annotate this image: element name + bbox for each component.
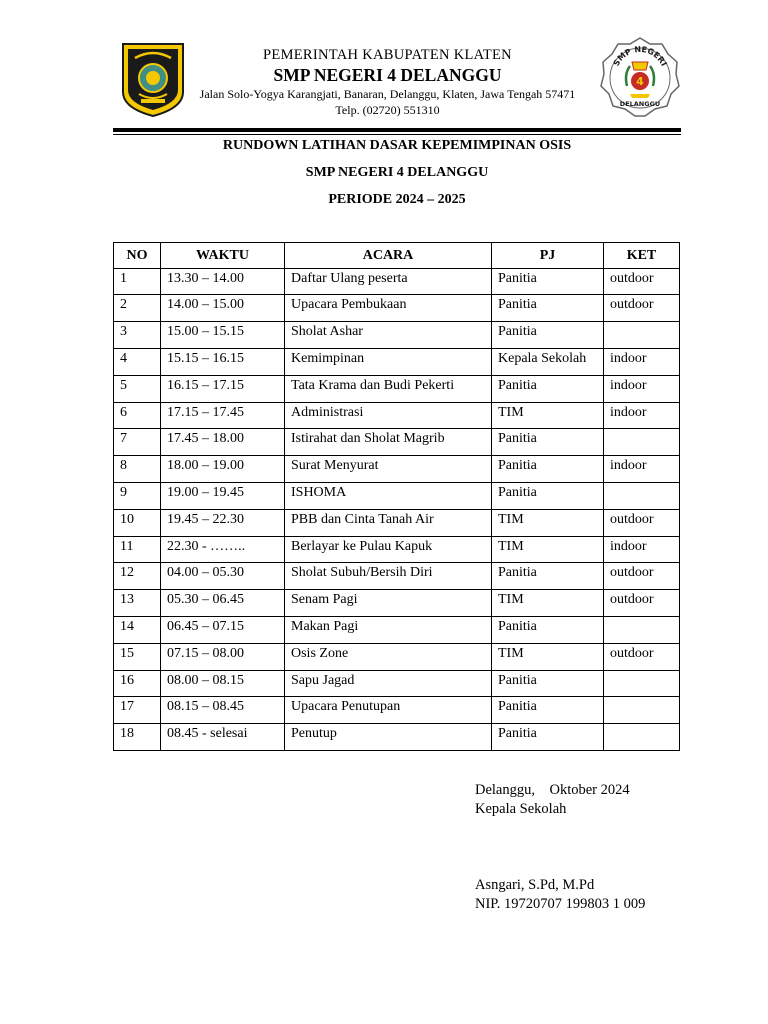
table-row xyxy=(114,537,680,563)
cell-pj: Panitia xyxy=(492,295,604,322)
cell-waktu: 06.45 – 07.15 xyxy=(161,617,285,644)
cell-no: 2 xyxy=(114,295,161,322)
cell-waktu: 13.30 – 14.00 xyxy=(161,269,285,295)
signature-name: Asngari, S.Pd, M.Pd xyxy=(475,877,595,893)
cell-ket: outdoor xyxy=(604,563,680,590)
school-address: Jalan Solo-Yogya Karangjati, Banaran, Delanggu, Klaten, Jawa Tengah 57471 xyxy=(199,87,576,101)
cell-waktu: 15.15 – 16.15 xyxy=(161,349,285,376)
table-row xyxy=(114,617,680,644)
header-no: NO xyxy=(114,243,161,269)
cell-ket xyxy=(604,429,680,456)
letterhead xyxy=(180,47,595,118)
emblem-top-text: SMP NEGERI xyxy=(611,44,669,68)
cell-waktu: 15.00 – 15.15 xyxy=(161,322,285,349)
cell-ket xyxy=(604,671,680,697)
cell-pj: Panitia xyxy=(492,617,604,644)
cell-acara: Daftar Ulang peserta xyxy=(285,269,492,295)
cell-waktu: 05.30 – 06.45 xyxy=(161,590,285,617)
cell-ket xyxy=(604,322,680,349)
cell-waktu: 18.00 – 19.00 xyxy=(161,456,285,483)
signature-block xyxy=(475,781,645,914)
signature-nip: NIP. 19720707 199803 1 009 xyxy=(475,896,646,912)
cell-pj: Panitia xyxy=(492,269,604,295)
emblem-bottom-text: DELANGGU xyxy=(619,100,661,108)
header-waktu: WAKTU xyxy=(161,243,285,269)
cell-ket: indoor xyxy=(604,349,680,376)
cell-waktu: 19.00 – 19.45 xyxy=(161,483,285,510)
cell-waktu: 17.45 – 18.00 xyxy=(161,429,285,456)
table-row xyxy=(114,429,680,456)
cell-acara: Penutup xyxy=(285,724,492,751)
cell-ket: indoor xyxy=(604,403,680,429)
cell-pj: TIM xyxy=(492,537,604,563)
cell-pj: Panitia xyxy=(492,697,604,724)
cell-acara: Osis Zone xyxy=(285,644,492,671)
cell-ket: indoor xyxy=(604,376,680,403)
cell-acara: Senam Pagi xyxy=(285,590,492,617)
table-header-row xyxy=(114,243,680,269)
government-name: PEMERINTAH KABUPATEN KLATEN xyxy=(263,47,512,63)
cell-pj: Panitia xyxy=(492,671,604,697)
cell-pj: Panitia xyxy=(492,322,604,349)
signature-place-date: Delanggu, Oktober 2024 xyxy=(475,782,630,798)
table-row xyxy=(114,590,680,617)
cell-no: 1 xyxy=(114,269,161,295)
cell-pj: TIM xyxy=(492,590,604,617)
table-row xyxy=(114,724,680,751)
cell-acara: Kemimpinan xyxy=(285,349,492,376)
cell-ket xyxy=(604,617,680,644)
cell-no: 5 xyxy=(114,376,161,403)
cell-no: 16 xyxy=(114,671,161,697)
cell-waktu: 07.15 – 08.00 xyxy=(161,644,285,671)
cell-waktu: 22.30 - …….. xyxy=(161,537,285,563)
header-acara: ACARA xyxy=(285,243,492,269)
cell-no: 10 xyxy=(114,510,161,537)
letterhead-rule-thin xyxy=(113,134,681,135)
school-phone: Telp. (02720) 551310 xyxy=(335,103,440,117)
cell-acara: Administrasi xyxy=(285,403,492,429)
cell-ket: indoor xyxy=(604,537,680,563)
signature-position: Kepala Sekolah xyxy=(475,801,567,817)
cell-pj: Panitia xyxy=(492,724,604,751)
cell-waktu: 08.15 – 08.45 xyxy=(161,697,285,724)
klaten-regency-emblem-icon xyxy=(121,42,185,118)
cell-waktu: 17.15 – 17.45 xyxy=(161,403,285,429)
cell-ket: outdoor xyxy=(604,590,680,617)
cell-acara: Surat Menyurat xyxy=(285,456,492,483)
table-row xyxy=(114,403,680,429)
table-row xyxy=(114,295,680,322)
cell-acara: Upacara Pembukaan xyxy=(285,295,492,322)
cell-no: 9 xyxy=(114,483,161,510)
cell-acara: ISHOMA xyxy=(285,483,492,510)
cell-pj: Panitia xyxy=(492,376,604,403)
document-titles xyxy=(113,137,681,218)
table-row xyxy=(114,563,680,590)
cell-acara: Istirahat dan Sholat Magrib xyxy=(285,429,492,456)
cell-acara: Sholat Subuh/Bersih Diri xyxy=(285,563,492,590)
table-row xyxy=(114,644,680,671)
cell-pj: TIM xyxy=(492,644,604,671)
title-line-1: RUNDOWN LATIHAN DASAR KEPEMIMPINAN OSIS xyxy=(222,138,572,153)
cell-ket: indoor xyxy=(604,456,680,483)
title-line-3: PERIODE 2024 – 2025 xyxy=(328,192,466,207)
cell-waktu: 08.45 - selesai xyxy=(161,724,285,751)
school-emblem-icon xyxy=(600,36,680,118)
cell-pj: Panitia xyxy=(492,429,604,456)
header-ket: KET xyxy=(604,243,680,269)
table-row xyxy=(114,671,680,697)
header-pj: PJ xyxy=(492,243,604,269)
cell-waktu: 04.00 – 05.30 xyxy=(161,563,285,590)
cell-pj: Panitia xyxy=(492,456,604,483)
cell-acara: Upacara Penutupan xyxy=(285,697,492,724)
table-row xyxy=(114,510,680,537)
rundown-table xyxy=(113,242,680,751)
cell-pj: TIM xyxy=(492,403,604,429)
cell-waktu: 14.00 – 15.00 xyxy=(161,295,285,322)
cell-no: 13 xyxy=(114,590,161,617)
cell-acara: Berlayar ke Pulau Kapuk xyxy=(285,537,492,563)
table-row xyxy=(114,322,680,349)
cell-no: 14 xyxy=(114,617,161,644)
cell-no: 8 xyxy=(114,456,161,483)
emblem-number: 4 xyxy=(636,75,644,88)
cell-no: 6 xyxy=(114,403,161,429)
table-row xyxy=(114,483,680,510)
cell-no: 11 xyxy=(114,537,161,563)
table-row xyxy=(114,456,680,483)
cell-no: 4 xyxy=(114,349,161,376)
cell-no: 17 xyxy=(114,697,161,724)
cell-ket xyxy=(604,697,680,724)
cell-no: 15 xyxy=(114,644,161,671)
cell-ket: outdoor xyxy=(604,295,680,322)
cell-waktu: 08.00 – 08.15 xyxy=(161,671,285,697)
cell-acara: Sapu Jagad xyxy=(285,671,492,697)
school-name: SMP NEGERI 4 DELANGGU xyxy=(273,65,502,85)
cell-ket: outdoor xyxy=(604,644,680,671)
cell-ket xyxy=(604,724,680,751)
cell-no: 7 xyxy=(114,429,161,456)
cell-pj: TIM xyxy=(492,510,604,537)
cell-no: 3 xyxy=(114,322,161,349)
cell-waktu: 16.15 – 17.15 xyxy=(161,376,285,403)
cell-pj: Panitia xyxy=(492,483,604,510)
cell-ket: outdoor xyxy=(604,510,680,537)
table-body xyxy=(114,269,680,751)
cell-no: 12 xyxy=(114,563,161,590)
cell-no: 18 xyxy=(114,724,161,751)
table-row xyxy=(114,269,680,295)
cell-acara: Makan Pagi xyxy=(285,617,492,644)
cell-ket xyxy=(604,483,680,510)
cell-acara: Tata Krama dan Budi Pekerti xyxy=(285,376,492,403)
title-line-2: SMP NEGERI 4 DELANGGU xyxy=(305,165,489,180)
cell-pj: Kepala Sekolah xyxy=(492,349,604,376)
table-row xyxy=(114,697,680,724)
table-row xyxy=(114,349,680,376)
cell-ket: outdoor xyxy=(604,269,680,295)
cell-pj: Panitia xyxy=(492,563,604,590)
cell-acara: Sholat Ashar xyxy=(285,322,492,349)
cell-waktu: 19.45 – 22.30 xyxy=(161,510,285,537)
table-row xyxy=(114,376,680,403)
cell-acara: PBB dan Cinta Tanah Air xyxy=(285,510,492,537)
letterhead-rule-thick xyxy=(113,128,681,132)
